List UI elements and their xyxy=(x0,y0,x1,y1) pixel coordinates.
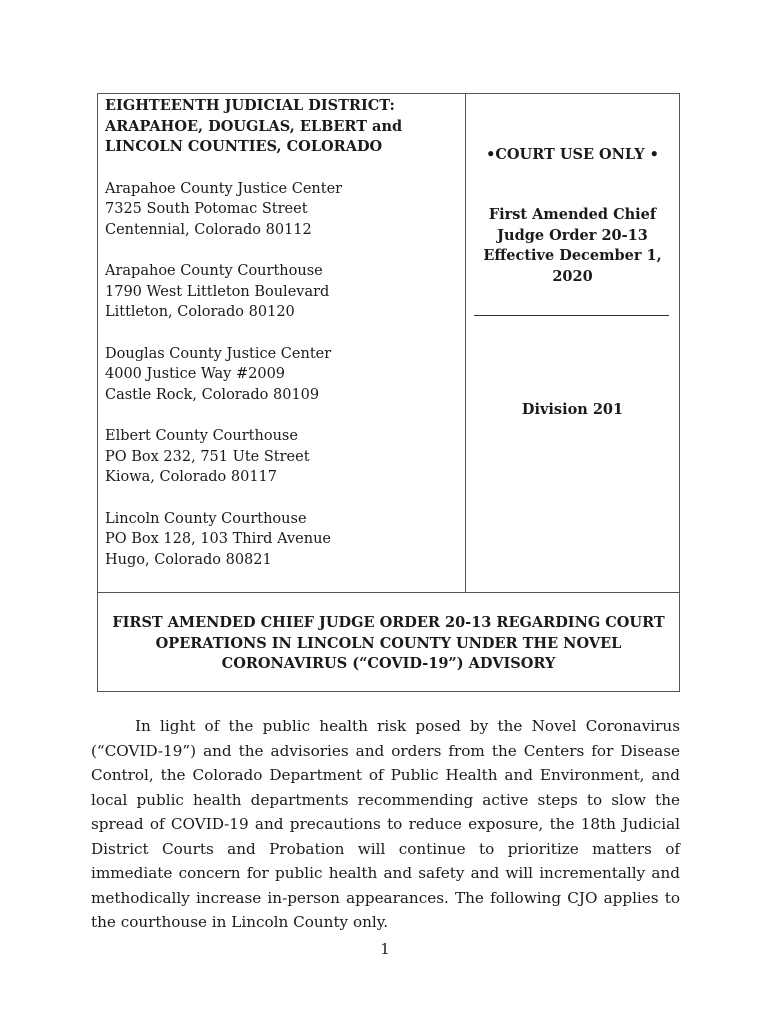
case-caption xyxy=(97,93,680,692)
address-line: Centennial, Colorado 80112 xyxy=(105,221,312,238)
order-title xyxy=(98,592,679,691)
division-label: Division 201 xyxy=(521,401,624,418)
caption-court-use xyxy=(466,94,679,592)
address-douglas-justice-center xyxy=(105,344,465,406)
address-line: Castle Rock, Colorado 80109 xyxy=(105,386,320,403)
address-line: Douglas County Justice Center xyxy=(105,345,332,362)
body-paragraph: In light of the public health risk posed by the Novel Coronavirus (“COVID-19”) and the advisories and orders from the Centers for Disease Control, the Colorado Department of Public Health and Environment, and local public health departments recommending active steps to slow the spread of COVID-19 and precautions to reduce exposure, the 18th Judicial District Courts and Probation will continue to prioritize matters of immediate concern for public health and safety and will incrementally and methodically increase in-person appearances. The following CJO applies to the courthouse in Lincoln County only. xyxy=(91,717,680,931)
address-line: 7325 South Potomac Street xyxy=(105,201,308,217)
order-title-line: CORONAVIRUS (“COVID-19”) ADVISORY xyxy=(221,655,556,672)
order-title-line: OPERATIONS IN LINCOLN COUNTY UNDER THE NOVEL xyxy=(155,634,622,652)
body-text xyxy=(91,714,680,935)
order-identifier xyxy=(466,205,679,287)
address-line: 1790 West Littleton Boulevard xyxy=(105,283,330,300)
address-elbert-courthouse xyxy=(105,426,465,488)
order-line: Judge Order 20-13 xyxy=(497,226,648,244)
address-line: PO Box 128, 103 Third Avenue xyxy=(105,531,331,547)
address-lincoln-courthouse xyxy=(105,509,465,571)
page-number: 1 xyxy=(380,940,390,958)
address-line: Arapahoe County Justice Center xyxy=(105,180,343,197)
caption-court-info xyxy=(98,94,466,592)
order-line: Effective December 1, 2020 xyxy=(483,247,662,285)
order-title-line: FIRST AMENDED CHIEF JUDGE ORDER 20-13 REGARDING COURT xyxy=(112,614,665,631)
address-line: Arapahoe County Courthouse xyxy=(105,263,323,279)
address-line: Kiowa, Colorado 80117 xyxy=(105,469,277,485)
address-line: 4000 Justice Way #2009 xyxy=(105,366,286,382)
order-line: First Amended Chief xyxy=(488,206,657,223)
address-line: Elbert County Courthouse xyxy=(105,428,298,444)
district-heading xyxy=(105,96,465,158)
district-line: LINCOLN COUNTIES, COLORADO xyxy=(105,138,383,155)
caption-divider-line xyxy=(474,315,669,316)
district-line: EIGHTEENTH JUDICIAL DISTRICT: xyxy=(105,97,395,114)
address-line: Hugo, Colorado 80821 xyxy=(105,551,272,568)
district-line: ARAPAHOE, DOUGLAS, ELBERT and xyxy=(105,117,403,135)
court-use-only-label: •COURT USE ONLY • xyxy=(486,146,659,163)
address-arapahoe-justice-center xyxy=(105,179,465,241)
address-line: Lincoln County Courthouse xyxy=(105,510,307,527)
address-line: Littleton, Colorado 80120 xyxy=(105,304,295,320)
address-arapahoe-courthouse xyxy=(105,261,465,323)
address-line: PO Box 232, 751 Ute Street xyxy=(105,448,310,465)
